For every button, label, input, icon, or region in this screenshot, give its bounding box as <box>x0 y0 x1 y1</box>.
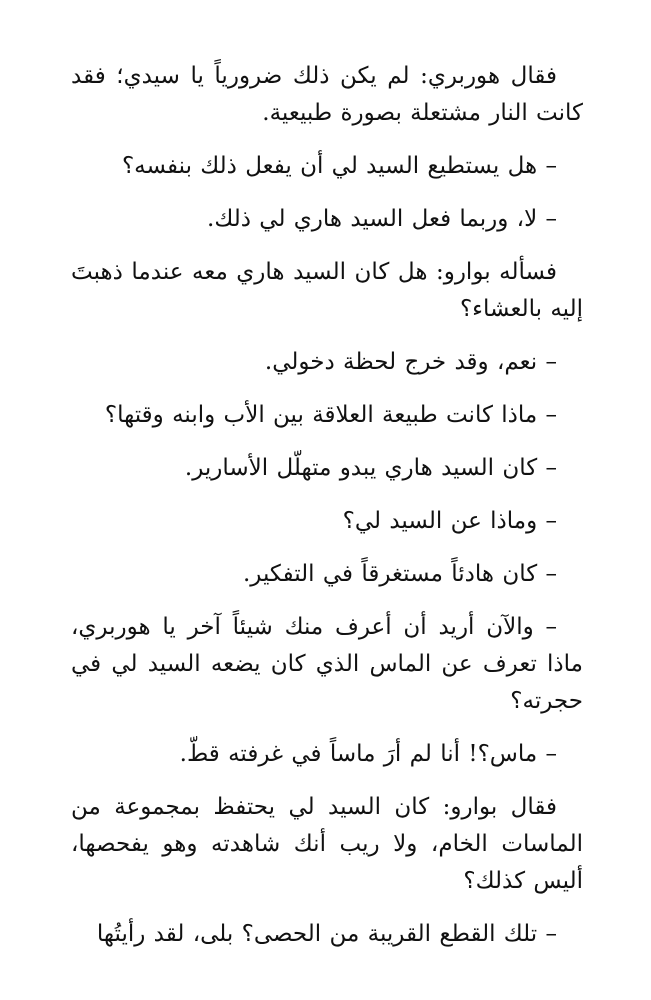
dialogue-line: – والآن أريد أن أعرف منك شيئاً آخر يا هوربري، ماذا تعرف عن الماس الذي كان يضعه السيد لي في حجرته؟ <box>71 614 583 714</box>
dialogue-line: – كان السيد هاري يبدو متهلّل الأسارير. <box>184 455 557 481</box>
dialogue-line: – ماذا كانت طبيعة العلاقة بين الأب وابنه وقتها؟ <box>104 402 557 428</box>
paragraph-poirot-question: فسأله بوارو: هل كان السيد هاري معه عندما ذهبتَ إليه بالعشاء؟ <box>71 259 583 322</box>
dialogue-line: – كان هادئاً مستغرقاً في التفكير. <box>242 561 557 587</box>
book-page <box>71 58 583 969</box>
dialogue-line: – هل يستطيع السيد لي أن يفعل ذلك بنفسه؟ <box>121 153 557 179</box>
paragraph-horbury-fire: فقال هوربري: لم يكن ذلك ضرورياً يا سيدي؛ فقد كانت النار مشتعلة بصورة طبيعية. <box>71 63 583 126</box>
paragraph-poirot-diamonds: فقال بوارو: كان السيد لي يحتفظ بمجموعة من الماسات الخام، ولا ريب أنك شاهدته وهو يفحصها، أليس كذلك؟ <box>71 794 583 894</box>
dialogue-line: – تلك القطع القريبة من الحصى؟ بلى، لقد رأيتُها <box>96 921 557 947</box>
dialogue-line: – وماذا عن السيد لي؟ <box>342 508 557 534</box>
dialogue-line: – ماس؟! أنا لم أرَ ماساً في غرفته قطّ. <box>179 741 557 767</box>
dialogue-line: – نعم، وقد خرج لحظة دخولي. <box>264 349 557 375</box>
dialogue-line: – لا، وربما فعل السيد هاري لي ذلك. <box>207 206 557 232</box>
